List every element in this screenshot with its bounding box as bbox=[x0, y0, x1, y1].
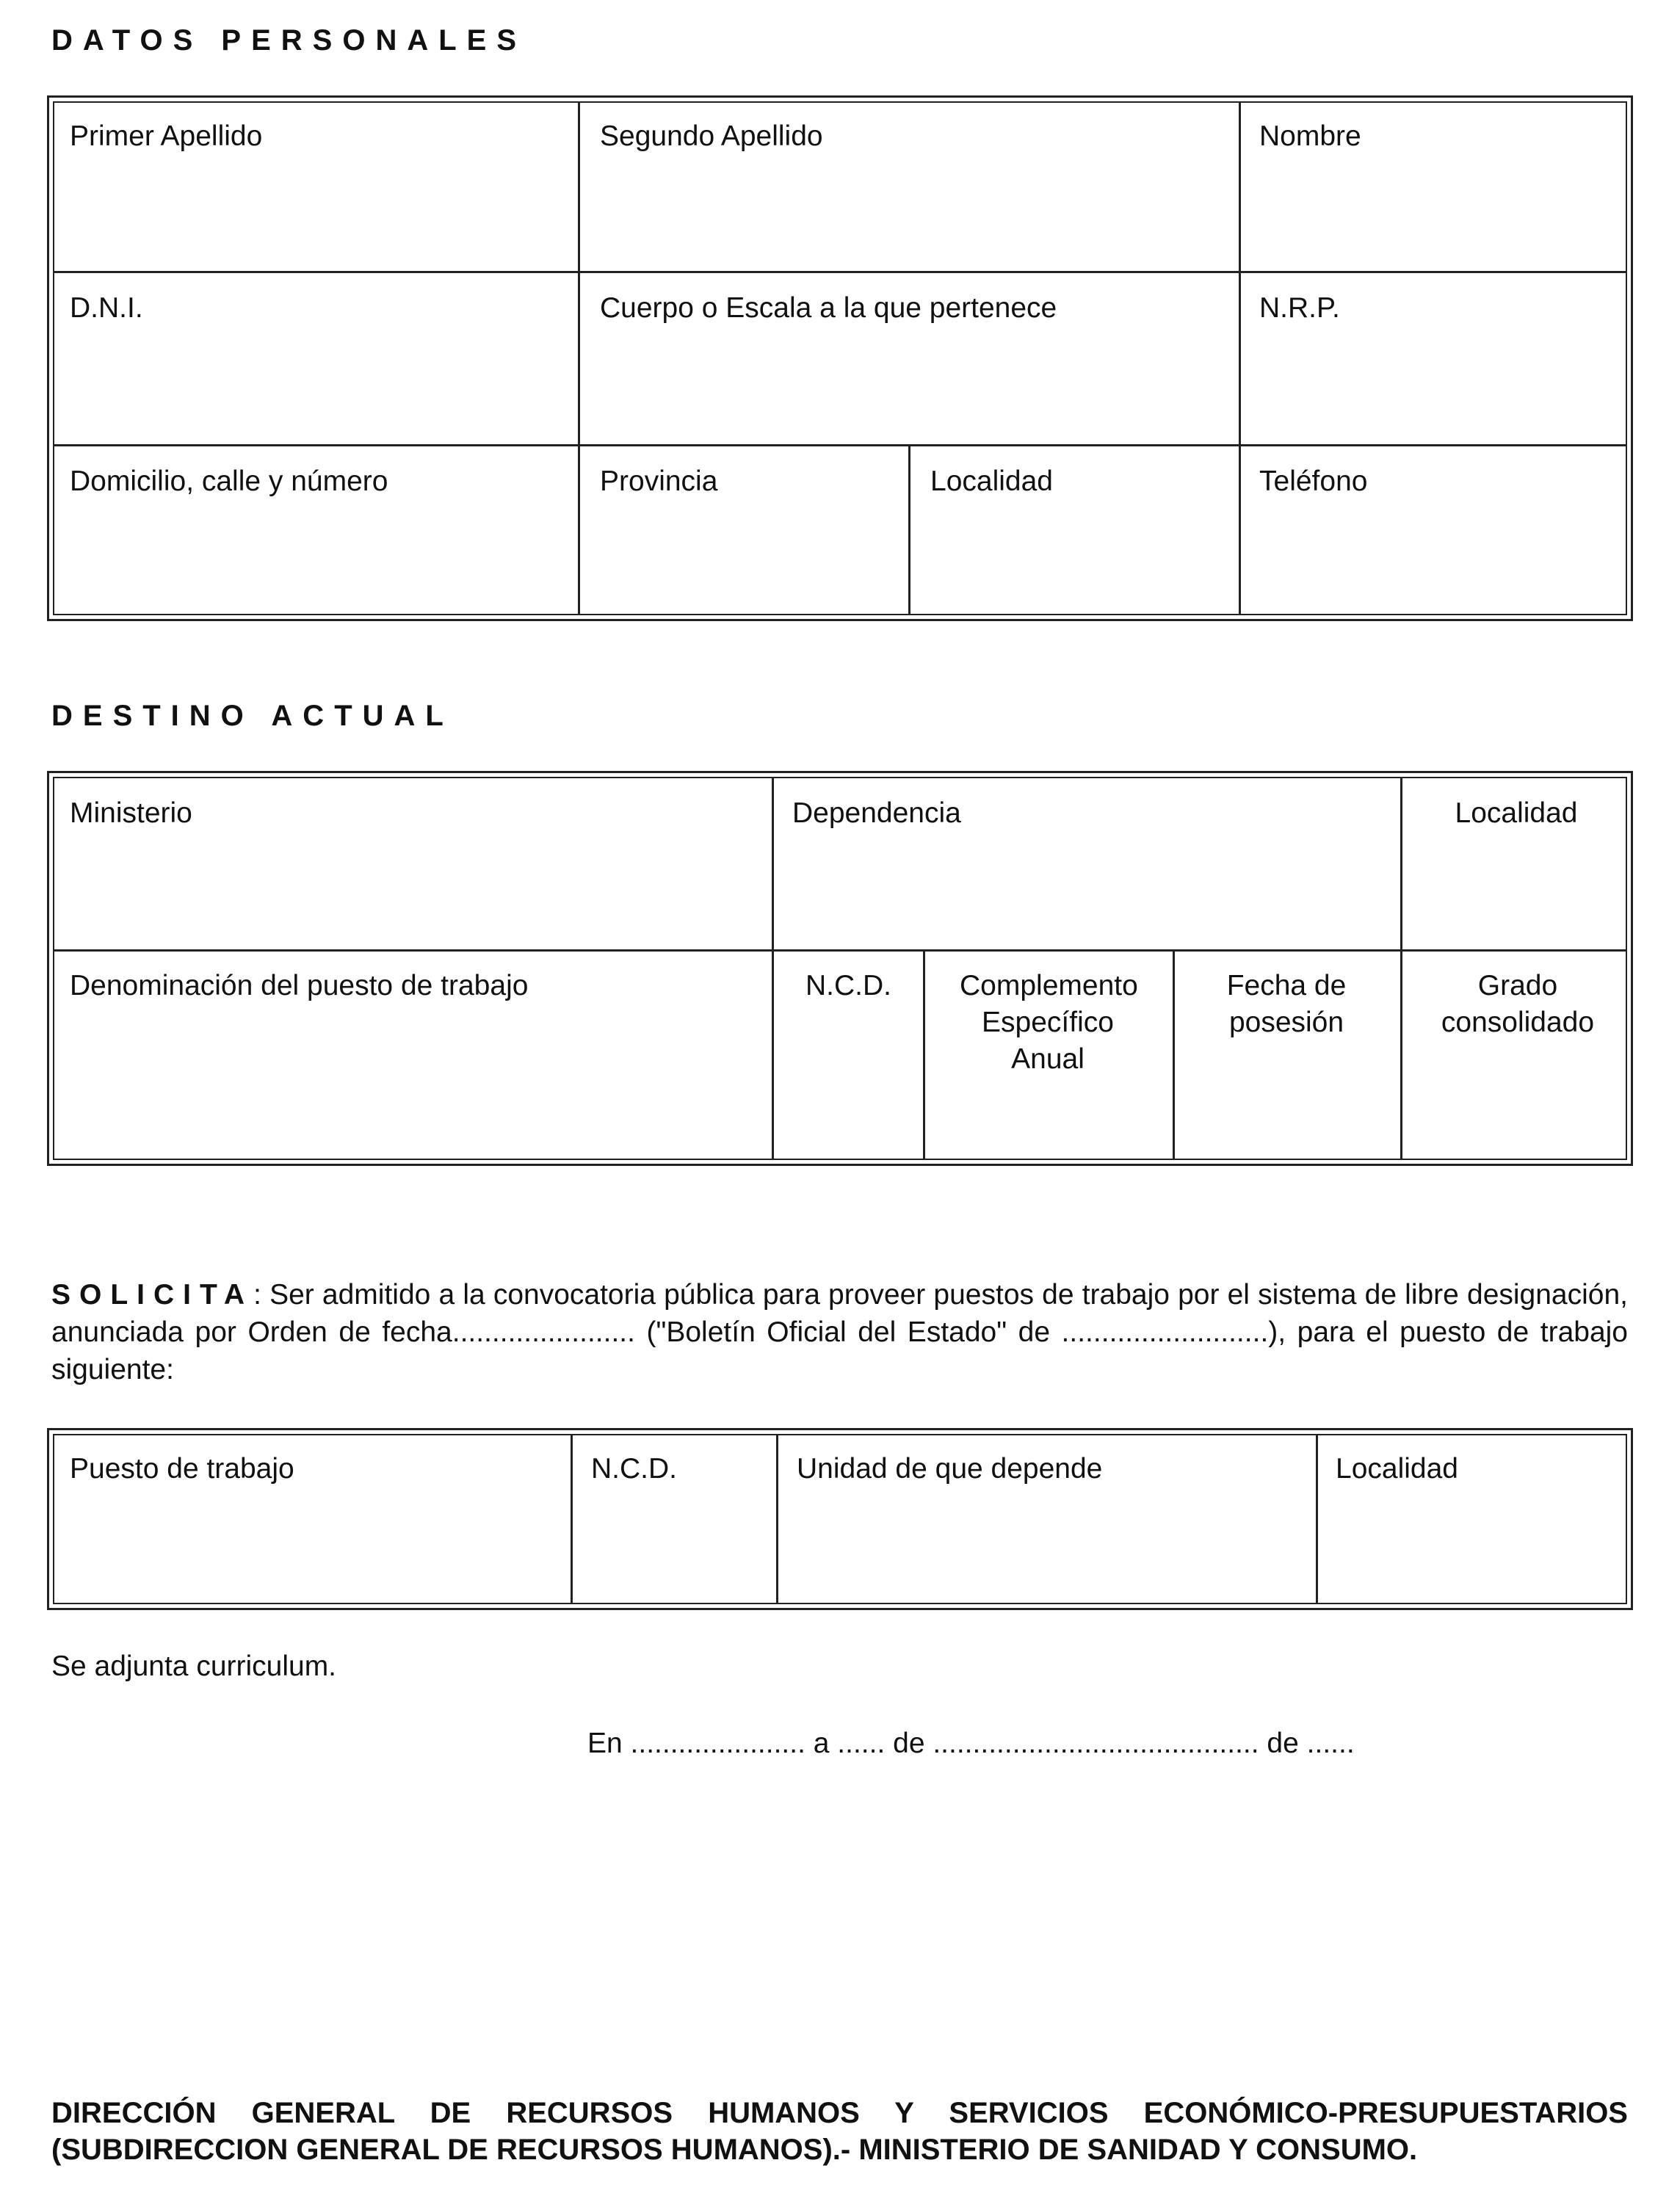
field-segundo-apellido[interactable]: Segundo Apellido bbox=[600, 120, 823, 152]
field-dependencia[interactable]: Dependencia bbox=[792, 797, 961, 829]
field-denominacion-puesto[interactable]: Denominación del puesto de trabajo bbox=[70, 970, 529, 1001]
date-place-line[interactable]: En ...................... a ...... de ......................................... de ...... bbox=[587, 1728, 1355, 1759]
field-localidad-destino[interactable]: Localidad bbox=[1455, 797, 1578, 829]
field-complemento-especifico[interactable]: Complemento Específico Anual bbox=[960, 970, 1138, 1075]
field-primer-apellido[interactable]: Primer Apellido bbox=[70, 120, 263, 152]
footer-issuer bbox=[51, 2095, 1628, 2168]
field-ministerio[interactable]: Ministerio bbox=[70, 797, 192, 829]
field-domicilio[interactable]: Domicilio, calle y número bbox=[70, 465, 388, 497]
field-localidad-puesto[interactable]: Localidad bbox=[1336, 1453, 1458, 1485]
personal-data-table bbox=[47, 95, 1633, 621]
field-ncd-actual[interactable]: N.C.D. bbox=[805, 970, 891, 1001]
field-provincia[interactable]: Provincia bbox=[600, 465, 718, 497]
section-title-current-destination: DESTINO ACTUAL bbox=[51, 700, 454, 732]
solicita-text: : Ser admitido a la convocatoria pública para proveer puestos de trabajo por el sistema de libre designación, anunciada por Orden de fecha....................... ("Boletín Oficial del Estado" de ..........................), para el puesto de trabajo siguiente: bbox=[51, 1279, 1628, 1385]
field-localidad[interactable]: Localidad bbox=[930, 465, 1053, 497]
field-grado-consolidado[interactable]: Grado consolidado bbox=[1441, 970, 1595, 1038]
footer-line-1: DIRECCIÓN GENERAL DE RECURSOS HUMANOS Y SERVICIOS ECONÓMICO-PRESUPUESTARIOS bbox=[51, 2097, 1628, 2129]
curriculum-note: Se adjunta curriculum. bbox=[51, 1650, 337, 1682]
field-dni[interactable]: D.N.I. bbox=[70, 292, 143, 324]
footer-line-2: (SUBDIRECCION GENERAL DE RECURSOS HUMANOS).- MINISTERIO DE SANIDAD Y CONSUMO. bbox=[51, 2134, 1418, 2166]
field-telefono[interactable]: Teléfono bbox=[1259, 465, 1368, 497]
field-cuerpo-escala[interactable]: Cuerpo o Escala a la que pertenece bbox=[600, 292, 1057, 324]
field-puesto-trabajo[interactable]: Puesto de trabajo bbox=[70, 1453, 294, 1485]
requested-post-table bbox=[47, 1428, 1633, 1610]
field-nombre[interactable]: Nombre bbox=[1259, 120, 1361, 152]
solicita-keyword: SOLICITA bbox=[51, 1279, 254, 1311]
section-title-personal: DATOS PERSONALES bbox=[51, 24, 527, 57]
field-ncd-puesto[interactable]: N.C.D. bbox=[591, 1453, 677, 1485]
current-destination-table bbox=[47, 771, 1633, 1166]
solicita-paragraph bbox=[51, 1276, 1628, 1388]
field-fecha-posesion[interactable]: Fecha de posesión bbox=[1226, 970, 1347, 1038]
field-unidad-depende[interactable]: Unidad de que depende bbox=[797, 1453, 1103, 1485]
field-nrp[interactable]: N.R.P. bbox=[1259, 292, 1340, 324]
